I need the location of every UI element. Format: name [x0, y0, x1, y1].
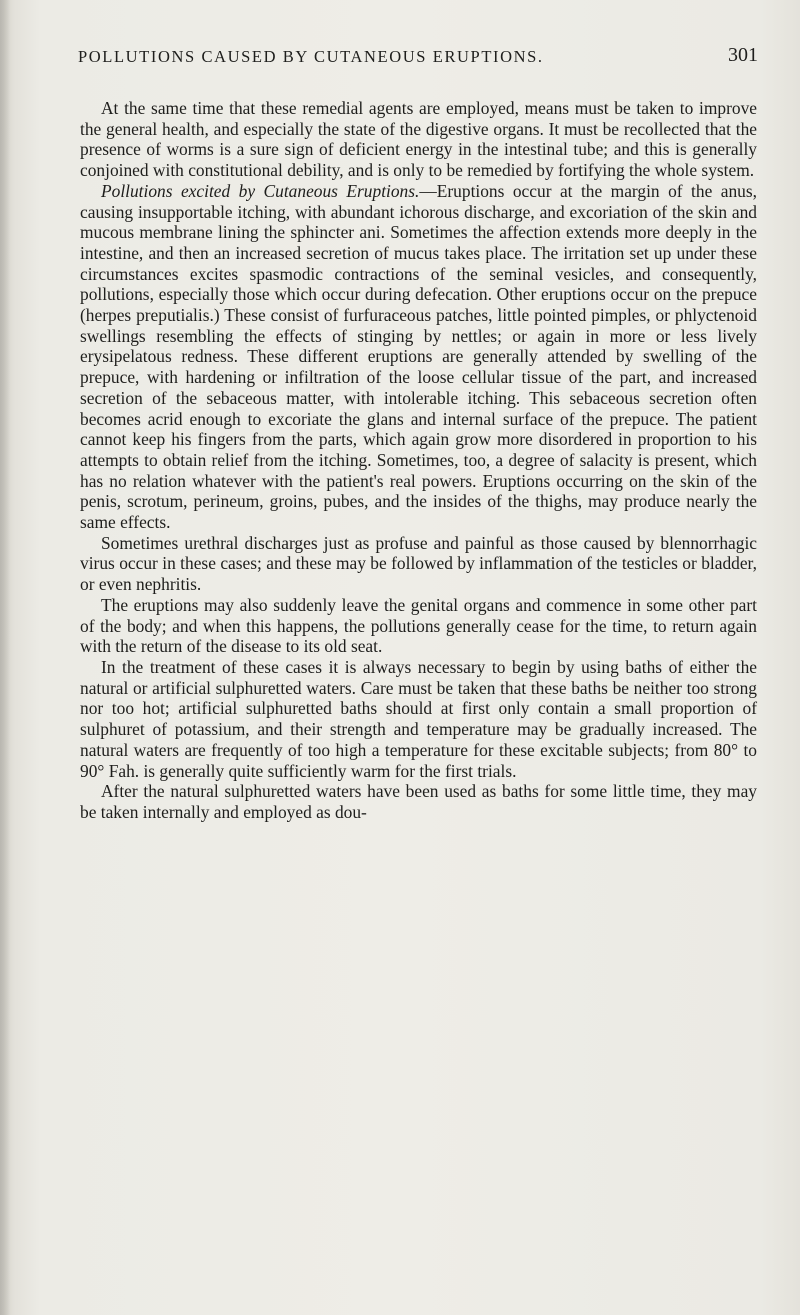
page-number: 301: [728, 44, 758, 66]
paragraph: Pollutions excited by Cutaneous Eruptions.—Eruptions occur at the margin of the anus, causing insupportable itching, with abundant ichorous discharge, and excoriation of the skin and mucous membrane lining the sphincter ani. Sometimes the affection extends more deeply in the intestine, and then an increased secretion of mucus takes place. The irritation set up under these circumstances excites spasmodic contractions of the seminal vesicles, and consequently, pollutions, especially those which occur during defecation. Other eruptions occur on the prepuce (herpes preputialis.) These consist of furfuraceous patches, little pointed pimples, or phlyctenoid swellings resembling the effects of stinging by nettles; or again in more or less lively erysipelatous redness. These different eruptions are generally attended by swelling of the prepuce, with hardening or infiltration of the loose cellular tissue of the part, and increased secretion of the sebaceous matter, with intolerable itching. This sebaceous secretion often becomes acrid enough to excoriate the glans and internal surface of the prepuce. The patient cannot keep his fingers from the parts, which again grow more disordered in proportion to his attempts to obtain relief from the itching. Sometimes, too, a degree of salacity is present, which has no relation whatever with the patient's real powers. Eruptions occurring on the skin of the penis, scrotum, perineum, groins, pubes, and the insides of the thighs, may produce nearly the same effects.: [80, 180, 757, 533]
running-title: POLLUTIONS CAUSED BY CUTANEOUS ERUPTIONS.: [78, 47, 544, 66]
running-header: [78, 44, 758, 67]
section-heading: Pollutions excited by Cutaneous Eruptions.: [101, 180, 420, 201]
paragraph: The eruptions may also suddenly leave the genital organs and commence in some other part of the body; and when this happens, the pollutions generally cease for the time, to return again with the return of the disease to its old seat.: [80, 594, 757, 657]
paragraph: At the same time that these remedial agents are employed, means must be taken to improve the general health, and especially the state of the digestive organs. It must be recollected that the presence of worms is a sure sign of deficient energy in the intestinal tube; and this is generally conjoined with constitutional debility, and is only to be remedied by fortifying the whole system.: [80, 98, 757, 181]
paragraph: Sometimes urethral discharges just as profuse and painful as those caused by blennorrhagic virus occur in these cases; and these may be followed by inflammation of the testicles or bladder, or even nephritis.: [80, 532, 757, 595]
page-gutter-shadow: [0, 0, 10, 1315]
paragraph: In the treatment of these cases it is always necessary to begin by using baths of either the natural or artificial sulphuretted waters. Care must be taken that these baths be neither too strong nor too hot; artificial sulphuretted baths should at first only contain a small proportion of sulphuret of potassium, and their strength and temperature may be gradually increased. The natural waters are frequently of too high a temperature for these excitable subjects; from 80° to 90° Fah. is generally quite sufficiently warm for the first trials.: [80, 656, 757, 781]
page-body: [80, 98, 757, 823]
paragraph: After the natural sulphuretted waters have been used as baths for some little time, they may be taken internally and employed as dou-: [80, 781, 757, 822]
